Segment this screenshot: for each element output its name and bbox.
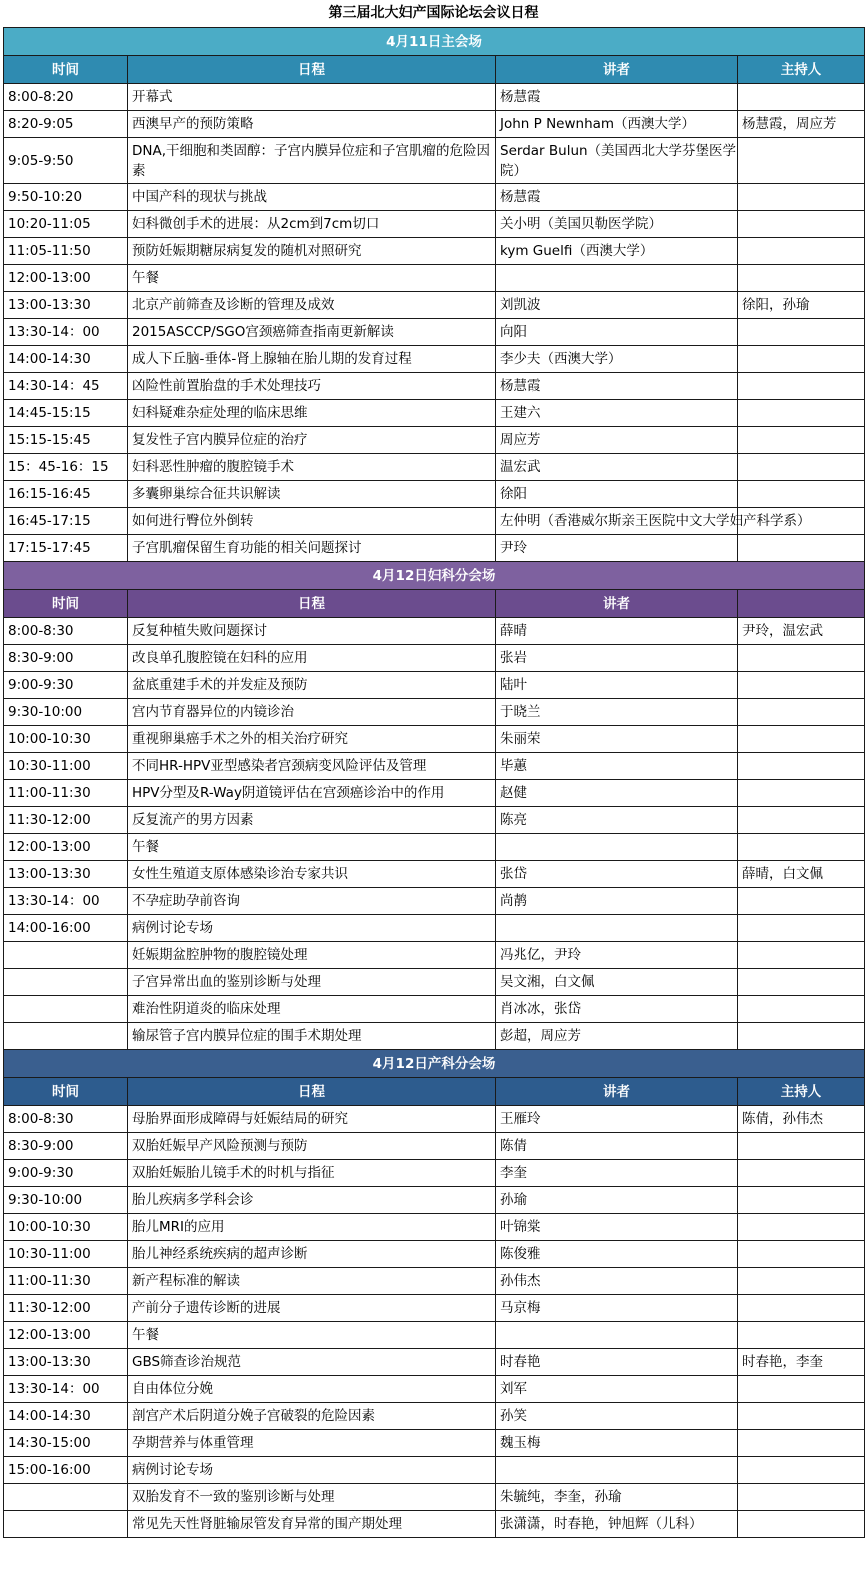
schedule-row — [4, 1295, 865, 1322]
time-cell — [4, 996, 128, 1023]
time-cell: 10:00-10:30 — [4, 1214, 128, 1241]
speaker-cell: 薛晴 — [496, 618, 738, 645]
chair-cell — [738, 780, 865, 807]
speaker-cell: 左仲明（香港威尔斯亲王医院中文大学妇产科学系） — [496, 508, 738, 535]
chair-cell — [738, 238, 865, 265]
schedule-row — [4, 888, 865, 915]
schedule-row — [4, 1457, 865, 1484]
schedule-page — [3, 0, 864, 1538]
schedule-row — [4, 1403, 865, 1430]
chair-cell — [738, 672, 865, 699]
column-header: 讲者 — [496, 56, 738, 84]
speaker-cell: 杨慧霞 — [496, 184, 738, 211]
speaker-cell: 毕蕙 — [496, 753, 738, 780]
speaker-cell — [496, 1322, 738, 1349]
schedule-row — [4, 346, 865, 373]
section-heading: 4月12日产科分会场 — [4, 1050, 865, 1078]
chair-cell: 时春艳，李奎 — [738, 1349, 865, 1376]
topic-cell: 剖宫产术后阴道分娩子宫破裂的危险因素 — [128, 1403, 496, 1430]
topic-cell: 胎儿神经系统疾病的超声诊断 — [128, 1241, 496, 1268]
topic-cell: 胎儿疾病多学科会诊 — [128, 1187, 496, 1214]
schedule-row — [4, 319, 865, 346]
schedule-row — [4, 672, 865, 699]
time-cell: 10:30-11:00 — [4, 753, 128, 780]
column-header: 时间 — [4, 1078, 128, 1106]
schedule-row — [4, 1187, 865, 1214]
topic-cell: 午餐 — [128, 265, 496, 292]
column-header: 讲者 — [496, 1078, 738, 1106]
time-cell: 13:00-13:30 — [4, 1349, 128, 1376]
speaker-cell: 李少夫（西澳大学） — [496, 346, 738, 373]
topic-cell: 母胎界面形成障碍与妊娠结局的研究 — [128, 1106, 496, 1133]
column-header-row — [4, 1078, 865, 1106]
schedule-row — [4, 184, 865, 211]
time-cell — [4, 969, 128, 996]
section-heading-row — [4, 28, 865, 56]
time-cell: 14:45-15:15 — [4, 400, 128, 427]
chair-cell: 徐阳，孙瑜 — [738, 292, 865, 319]
time-cell: 9:00-9:30 — [4, 672, 128, 699]
topic-cell: GBS筛查诊治规范 — [128, 1349, 496, 1376]
topic-cell: 多囊卵巢综合征共识解读 — [128, 481, 496, 508]
column-header: 时间 — [4, 56, 128, 84]
schedule-table — [3, 27, 865, 1538]
chair-cell — [738, 1484, 865, 1511]
schedule-row — [4, 1268, 865, 1295]
time-cell: 13:30-14：00 — [4, 888, 128, 915]
time-cell: 11:30-12:00 — [4, 807, 128, 834]
time-cell: 8:30-9:00 — [4, 1133, 128, 1160]
topic-cell: 开幕式 — [128, 84, 496, 111]
section-heading-row — [4, 1050, 865, 1078]
speaker-cell: 王建六 — [496, 400, 738, 427]
speaker-cell: 孙瑜 — [496, 1187, 738, 1214]
topic-cell: 胎儿MRI的应用 — [128, 1214, 496, 1241]
schedule-row — [4, 996, 865, 1023]
topic-cell: 新产程标准的解读 — [128, 1268, 496, 1295]
time-cell: 13:30-14：00 — [4, 1376, 128, 1403]
topic-cell: 妇科微创手术的进展：从2cm到7cm切口 — [128, 211, 496, 238]
chair-cell — [738, 138, 865, 184]
schedule-row — [4, 138, 865, 184]
time-cell: 17:15-17:45 — [4, 535, 128, 562]
time-cell: 9:00-9:30 — [4, 1160, 128, 1187]
topic-cell: 凶险性前置胎盘的手术处理技巧 — [128, 373, 496, 400]
topic-cell: 反复种植失败问题探讨 — [128, 618, 496, 645]
speaker-cell: 朱丽荣 — [496, 726, 738, 753]
topic-cell: 妊娠期盆腔肿物的腹腔镜处理 — [128, 942, 496, 969]
time-cell: 8:00-8:30 — [4, 1106, 128, 1133]
time-cell: 11:00-11:30 — [4, 780, 128, 807]
schedule-row — [4, 726, 865, 753]
topic-cell: 重视卵巢癌手术之外的相关治疗研究 — [128, 726, 496, 753]
chair-cell — [738, 888, 865, 915]
time-cell: 12:00-13:00 — [4, 1322, 128, 1349]
speaker-cell: 马京梅 — [496, 1295, 738, 1322]
speaker-cell: 向阳 — [496, 319, 738, 346]
topic-cell: 午餐 — [128, 834, 496, 861]
chair-cell — [738, 726, 865, 753]
chair-cell: 薛晴，白文佩 — [738, 861, 865, 888]
schedule-row — [4, 508, 865, 535]
speaker-cell — [496, 834, 738, 861]
topic-cell: 孕期营养与体重管理 — [128, 1430, 496, 1457]
schedule-row — [4, 211, 865, 238]
schedule-row — [4, 834, 865, 861]
speaker-cell: 尚䴖 — [496, 888, 738, 915]
schedule-row — [4, 111, 865, 138]
time-cell: 11:30-12:00 — [4, 1295, 128, 1322]
column-header-row — [4, 590, 865, 618]
chair-cell: 尹玲，温宏武 — [738, 618, 865, 645]
schedule-row — [4, 1322, 865, 1349]
speaker-cell: 陈倩 — [496, 1133, 738, 1160]
schedule-row — [4, 1023, 865, 1050]
chair-cell — [738, 1268, 865, 1295]
time-cell: 11:05-11:50 — [4, 238, 128, 265]
time-cell: 12:00-13:00 — [4, 265, 128, 292]
schedule-row — [4, 1160, 865, 1187]
column-header — [738, 590, 865, 618]
chair-cell: 杨慧霞，周应芳 — [738, 111, 865, 138]
speaker-cell: 冯兆亿，尹玲 — [496, 942, 738, 969]
schedule-row — [4, 1376, 865, 1403]
topic-cell: 妇科疑难杂症处理的临床思维 — [128, 400, 496, 427]
speaker-cell: 刘凯波 — [496, 292, 738, 319]
column-header-row — [4, 56, 865, 84]
speaker-cell: 魏玉梅 — [496, 1430, 738, 1457]
topic-cell: 2015ASCCP/SGO宫颈癌筛查指南更新解读 — [128, 319, 496, 346]
chair-cell — [738, 400, 865, 427]
topic-cell: 双胎发育不一致的鉴别诊断与处理 — [128, 1484, 496, 1511]
schedule-row — [4, 238, 865, 265]
time-cell: 9:30-10:00 — [4, 699, 128, 726]
chair-cell — [738, 535, 865, 562]
chair-cell — [738, 1214, 865, 1241]
chair-cell — [738, 1403, 865, 1430]
chair-cell — [738, 807, 865, 834]
section-heading: 4月12日妇科分会场 — [4, 562, 865, 590]
chair-cell — [738, 1430, 865, 1457]
time-cell: 9:50-10:20 — [4, 184, 128, 211]
chair-cell — [738, 319, 865, 346]
topic-cell: 妇科恶性肿瘤的腹腔镜手术 — [128, 454, 496, 481]
schedule-row — [4, 645, 865, 672]
speaker-cell: 时春艳 — [496, 1349, 738, 1376]
time-cell: 9:30-10:00 — [4, 1187, 128, 1214]
speaker-cell: 陈亮 — [496, 807, 738, 834]
time-cell: 13:30-14：00 — [4, 319, 128, 346]
chair-cell — [738, 84, 865, 111]
time-cell: 10:30-11:00 — [4, 1241, 128, 1268]
topic-cell: 难治性阴道炎的临床处理 — [128, 996, 496, 1023]
time-cell: 14:00-14:30 — [4, 346, 128, 373]
speaker-cell: 孙伟杰 — [496, 1268, 738, 1295]
topic-cell: 子宫异常出血的鉴别诊断与处理 — [128, 969, 496, 996]
speaker-cell — [496, 915, 738, 942]
topic-cell: 不同HR-HPV亚型感染者宫颈病变风险评估及管理 — [128, 753, 496, 780]
chair-cell — [738, 265, 865, 292]
topic-cell: 午餐 — [128, 1322, 496, 1349]
time-cell: 15：45-16：15 — [4, 454, 128, 481]
time-cell — [4, 1484, 128, 1511]
speaker-cell: 陆叶 — [496, 672, 738, 699]
time-cell — [4, 942, 128, 969]
schedule-row — [4, 861, 865, 888]
speaker-cell: 彭超，周应芳 — [496, 1023, 738, 1050]
speaker-cell: 于晓兰 — [496, 699, 738, 726]
schedule-row — [4, 1106, 865, 1133]
topic-cell: DNA,干细胞和类固醇：子宫内膜异位症和子宫肌瘤的危险因素 — [128, 138, 496, 184]
chair-cell — [738, 454, 865, 481]
chair-cell — [738, 753, 865, 780]
speaker-cell: 吴文湘，白文佩 — [496, 969, 738, 996]
time-cell: 14:00-16:00 — [4, 915, 128, 942]
time-cell: 8:00-8:20 — [4, 84, 128, 111]
chair-cell — [738, 1511, 865, 1538]
time-cell: 10:20-11:05 — [4, 211, 128, 238]
speaker-cell: 尹玲 — [496, 535, 738, 562]
schedule-row — [4, 84, 865, 111]
time-cell: 13:00-13:30 — [4, 861, 128, 888]
topic-cell: 成人下丘脑-垂体-肾上腺轴在胎儿期的发育过程 — [128, 346, 496, 373]
column-header: 主持人 — [738, 56, 865, 84]
topic-cell: 宫内节育器异位的内镜诊治 — [128, 699, 496, 726]
time-cell — [4, 1511, 128, 1538]
chair-cell — [738, 645, 865, 672]
chair-cell — [738, 969, 865, 996]
speaker-cell: 张岱 — [496, 861, 738, 888]
speaker-cell: 陈俊雅 — [496, 1241, 738, 1268]
chair-cell — [738, 1457, 865, 1484]
topic-cell: 西澳早产的预防策略 — [128, 111, 496, 138]
time-cell: 14:00-14:30 — [4, 1403, 128, 1430]
time-cell: 10:00-10:30 — [4, 726, 128, 753]
chair-cell — [738, 184, 865, 211]
column-header: 日程 — [128, 56, 496, 84]
section-heading: 4月11日主会场 — [4, 28, 865, 56]
schedule-row — [4, 481, 865, 508]
schedule-row — [4, 618, 865, 645]
time-cell: 13:00-13:30 — [4, 292, 128, 319]
schedule-row — [4, 915, 865, 942]
chair-cell — [738, 1241, 865, 1268]
time-cell: 8:30-9:00 — [4, 645, 128, 672]
schedule-body — [4, 28, 865, 1538]
schedule-row — [4, 454, 865, 481]
schedule-row — [4, 942, 865, 969]
schedule-row — [4, 1214, 865, 1241]
speaker-cell: 刘军 — [496, 1376, 738, 1403]
time-cell: 8:20-9:05 — [4, 111, 128, 138]
topic-cell: 中国产科的现状与挑战 — [128, 184, 496, 211]
chair-cell — [738, 699, 865, 726]
time-cell: 9:05-9:50 — [4, 138, 128, 184]
speaker-cell: 李奎 — [496, 1160, 738, 1187]
speaker-cell: 张潇潇，时春艳，钟旭辉（儿科） — [496, 1511, 738, 1538]
speaker-cell — [496, 1457, 738, 1484]
schedule-row — [4, 535, 865, 562]
schedule-row — [4, 969, 865, 996]
column-header: 主持人 — [738, 1078, 865, 1106]
topic-cell: 常见先天性肾脏输尿管发育异常的围产期处理 — [128, 1511, 496, 1538]
topic-cell: 复发性子宫内膜异位症的治疗 — [128, 427, 496, 454]
speaker-cell: 赵健 — [496, 780, 738, 807]
schedule-row — [4, 1133, 865, 1160]
topic-cell: 反复流产的男方因素 — [128, 807, 496, 834]
schedule-row — [4, 699, 865, 726]
chair-cell — [738, 834, 865, 861]
chair-cell — [738, 481, 865, 508]
column-header: 日程 — [128, 590, 496, 618]
topic-cell: 产前分子遗传诊断的进展 — [128, 1295, 496, 1322]
chair-cell — [738, 373, 865, 400]
speaker-cell — [496, 265, 738, 292]
topic-cell: 子宫肌瘤保留生育功能的相关问题探讨 — [128, 535, 496, 562]
chair-cell — [738, 942, 865, 969]
speaker-cell: 杨慧霞 — [496, 373, 738, 400]
speaker-cell: 肖冰冰，张岱 — [496, 996, 738, 1023]
schedule-row — [4, 780, 865, 807]
column-header: 日程 — [128, 1078, 496, 1106]
topic-cell: 盆底重建手术的并发症及预防 — [128, 672, 496, 699]
schedule-row — [4, 1241, 865, 1268]
time-cell: 12:00-13:00 — [4, 834, 128, 861]
topic-cell: 自由体位分娩 — [128, 1376, 496, 1403]
speaker-cell: John P Newnham（西澳大学） — [496, 111, 738, 138]
chair-cell — [738, 1295, 865, 1322]
chair-cell — [738, 1187, 865, 1214]
chair-cell: 陈倩，孙伟杰 — [738, 1106, 865, 1133]
section-heading-row — [4, 562, 865, 590]
schedule-row — [4, 373, 865, 400]
page-title: 第三届北大妇产国际论坛会议日程 — [328, 5, 539, 21]
topic-cell: 预防妊娠期糖尿病复发的随机对照研究 — [128, 238, 496, 265]
topic-cell: 双胎妊娠早产风险预测与预防 — [128, 1133, 496, 1160]
topic-cell: 北京产前筛查及诊断的管理及成效 — [128, 292, 496, 319]
schedule-row — [4, 1484, 865, 1511]
schedule-row — [4, 427, 865, 454]
chair-cell — [738, 1160, 865, 1187]
topic-cell: 输尿管子宫内膜异位症的围手术期处理 — [128, 1023, 496, 1050]
topic-cell: 如何进行臀位外倒转 — [128, 508, 496, 535]
chair-cell — [738, 1322, 865, 1349]
chair-cell — [738, 211, 865, 238]
schedule-row — [4, 1430, 865, 1457]
topic-cell: 女性生殖道支原体感染诊治专家共识 — [128, 861, 496, 888]
topic-cell: 双胎妊娠胎儿镜手术的时机与指征 — [128, 1160, 496, 1187]
chair-cell — [738, 427, 865, 454]
speaker-cell: 关小明（美国贝勒医学院） — [496, 211, 738, 238]
schedule-row — [4, 265, 865, 292]
speaker-cell: 徐阳 — [496, 481, 738, 508]
schedule-row — [4, 1349, 865, 1376]
chair-cell — [738, 915, 865, 942]
schedule-row — [4, 400, 865, 427]
speaker-cell: 孙笑 — [496, 1403, 738, 1430]
speaker-cell: Serdar Bulun（美国西北大学芬堡医学院） — [496, 138, 738, 184]
chair-cell — [738, 346, 865, 373]
topic-cell: HPV分型及R-Way阴道镜评估在宫颈癌诊治中的作用 — [128, 780, 496, 807]
speaker-cell: 温宏武 — [496, 454, 738, 481]
schedule-row — [4, 292, 865, 319]
speaker-cell: 叶锦棠 — [496, 1214, 738, 1241]
topic-cell: 病例讨论专场 — [128, 1457, 496, 1484]
topic-cell: 不孕症助孕前咨询 — [128, 888, 496, 915]
time-cell: 16:45-17:15 — [4, 508, 128, 535]
time-cell: 16:15-16:45 — [4, 481, 128, 508]
topic-cell: 病例讨论专场 — [128, 915, 496, 942]
time-cell: 8:00-8:30 — [4, 618, 128, 645]
chair-cell — [738, 1023, 865, 1050]
speaker-cell: 杨慧霞 — [496, 84, 738, 111]
time-cell: 11:00-11:30 — [4, 1268, 128, 1295]
time-cell: 14:30-15:00 — [4, 1430, 128, 1457]
column-header: 讲者 — [496, 590, 738, 618]
time-cell: 14:30-14：45 — [4, 373, 128, 400]
speaker-cell: 张岩 — [496, 645, 738, 672]
schedule-row — [4, 1511, 865, 1538]
time-cell: 15:00-16:00 — [4, 1457, 128, 1484]
time-cell — [4, 1023, 128, 1050]
column-header: 时间 — [4, 590, 128, 618]
schedule-row — [4, 753, 865, 780]
speaker-cell: 王雁玲 — [496, 1106, 738, 1133]
chair-cell — [738, 1376, 865, 1403]
speaker-cell: kym Guelfi（西澳大学） — [496, 238, 738, 265]
chair-cell — [738, 996, 865, 1023]
schedule-row — [4, 807, 865, 834]
speaker-cell: 周应芳 — [496, 427, 738, 454]
speaker-cell: 朱毓纯，李奎，孙瑜 — [496, 1484, 738, 1511]
topic-cell: 改良单孔腹腔镜在妇科的应用 — [128, 645, 496, 672]
time-cell: 15:15-15:45 — [4, 427, 128, 454]
chair-cell — [738, 1133, 865, 1160]
